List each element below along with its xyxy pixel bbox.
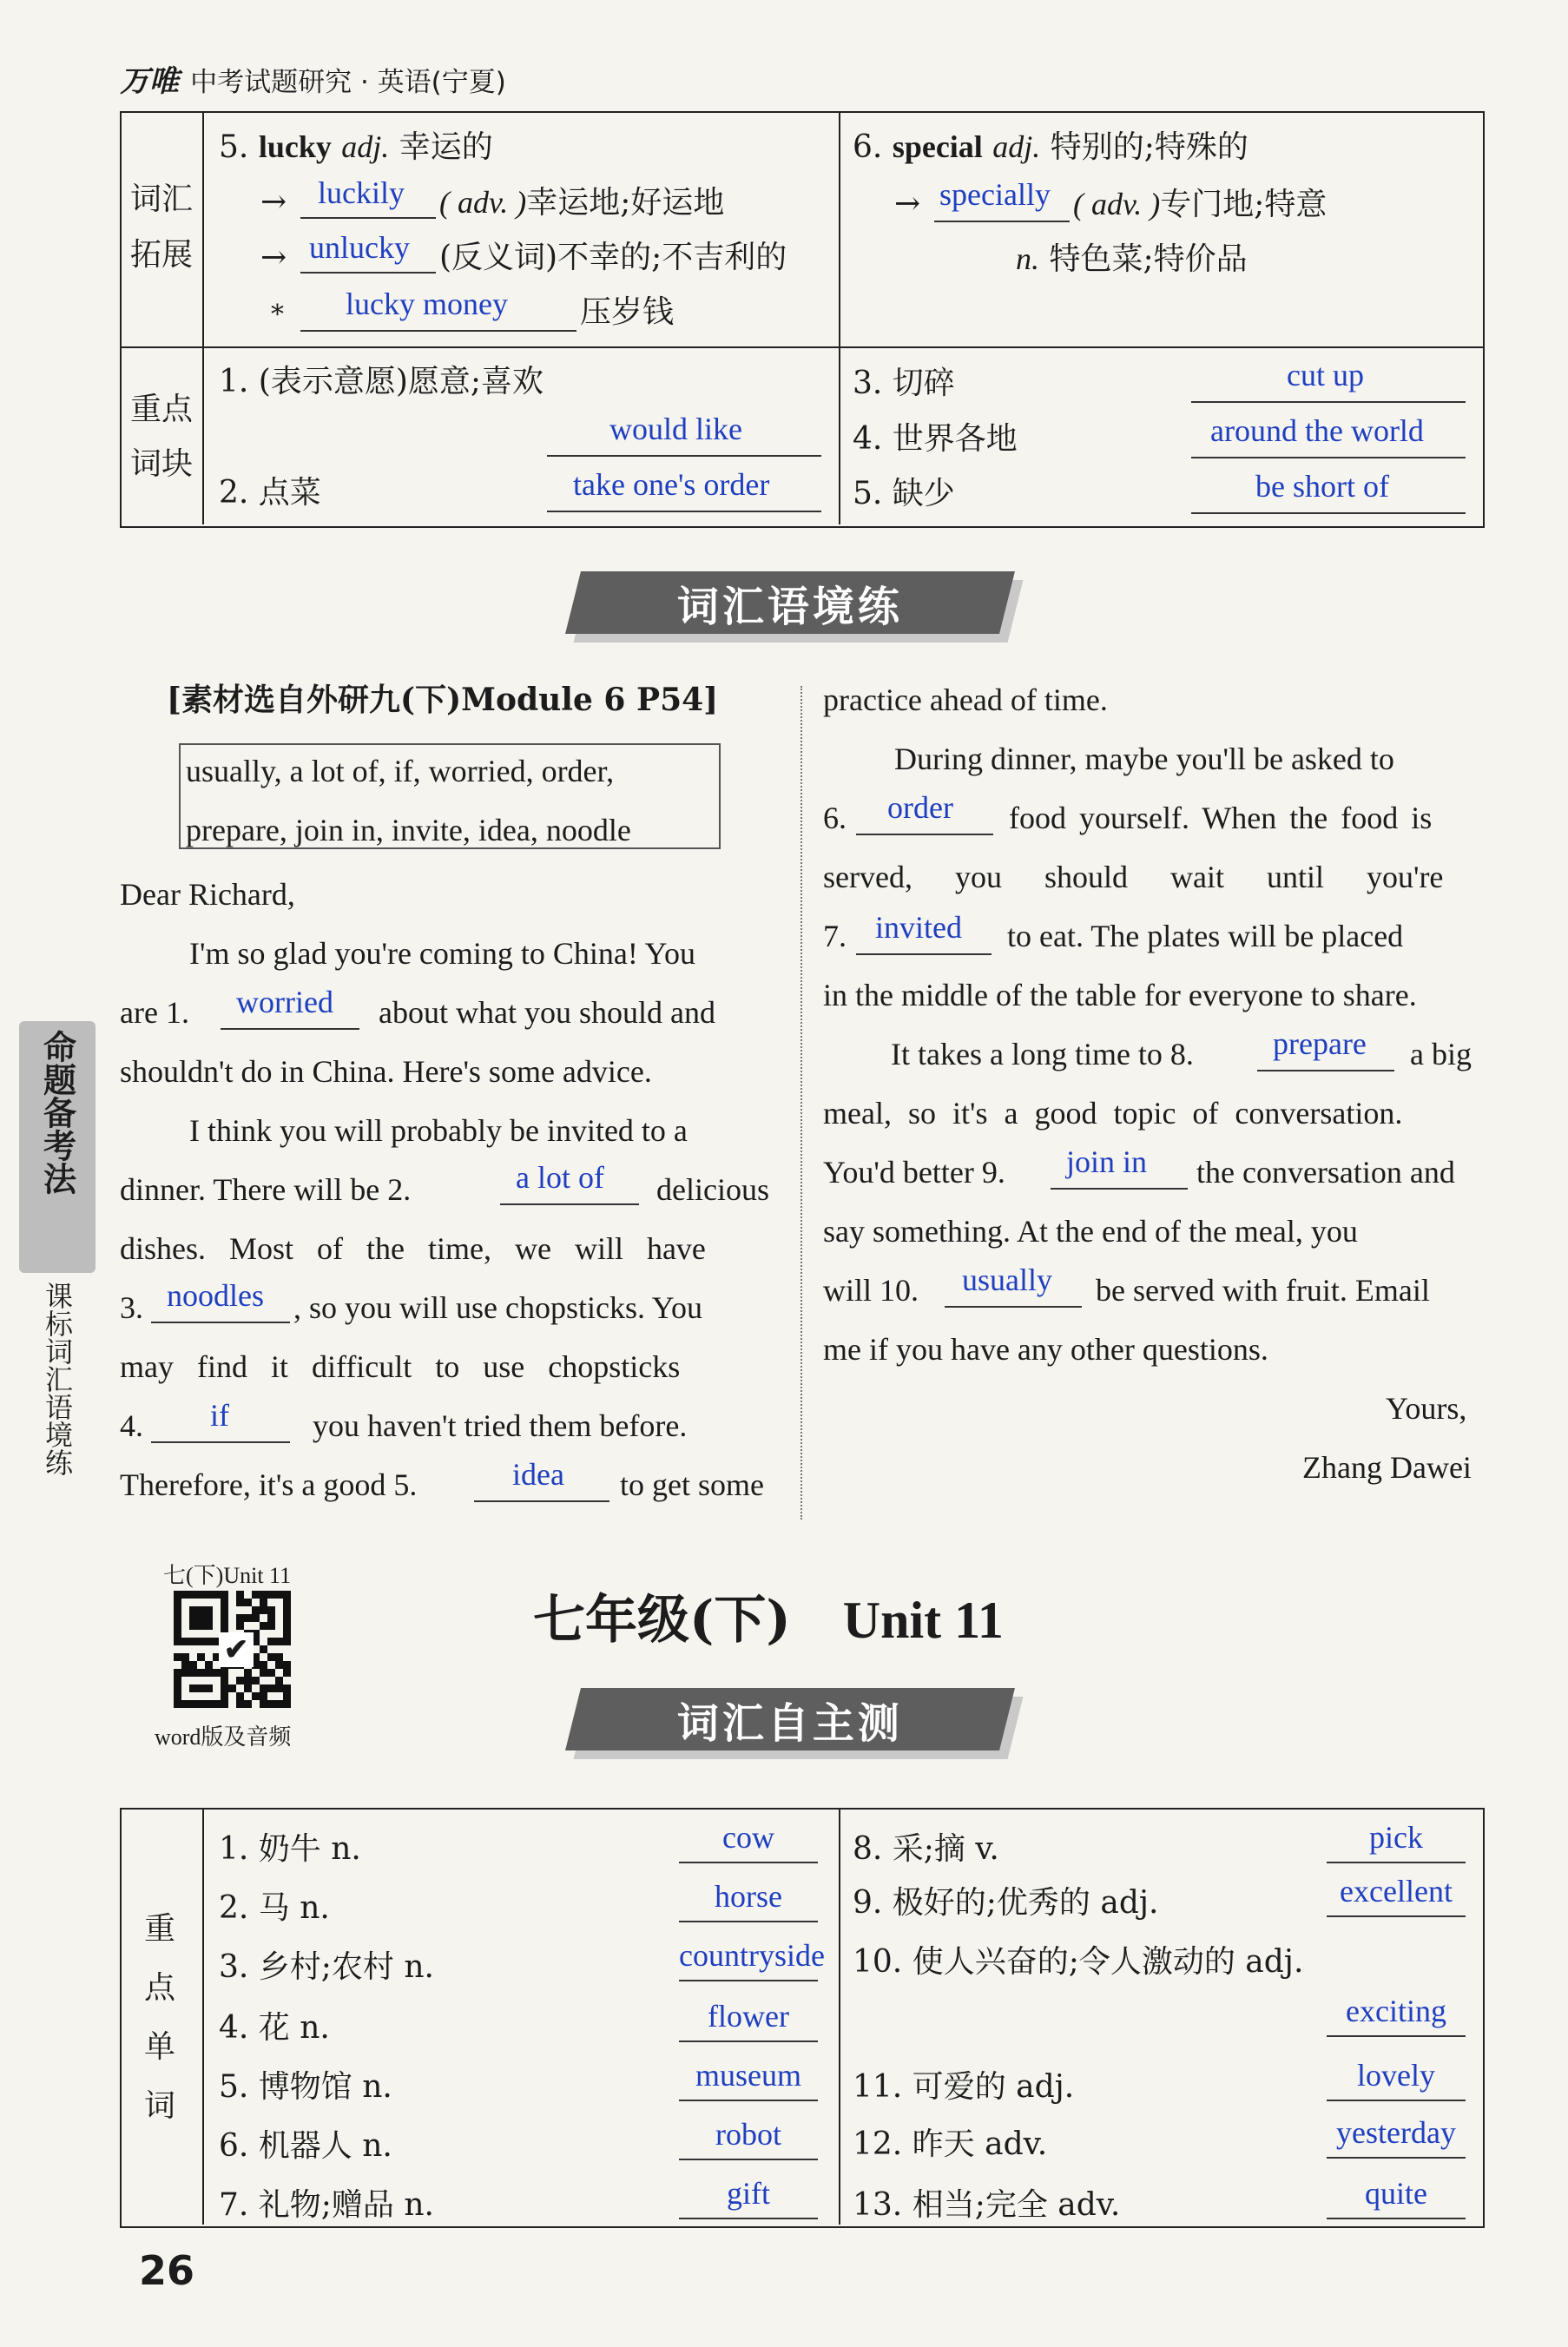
answer-lucky-money: lucky money bbox=[346, 287, 508, 321]
section-ribbon-self-test: 词汇自主测 bbox=[565, 1688, 1015, 1750]
header bbox=[120, 57, 506, 100]
ext-label-1: 词汇 bbox=[130, 181, 194, 217]
vocab-question: 1. 奶牛 n. bbox=[219, 1831, 361, 1867]
luckily-row: → bbox=[260, 184, 287, 220]
vocab-answer: yesterday bbox=[1336, 2115, 1456, 2150]
vocab-answer: exciting bbox=[1346, 1994, 1446, 2028]
answer-5: idea bbox=[512, 1457, 564, 1492]
letter-r4: served, you should wait until you're bbox=[823, 860, 1444, 894]
vocab-answer: cow bbox=[722, 1820, 774, 1855]
vocab-item bbox=[219, 1881, 827, 1933]
vocab-item bbox=[219, 2119, 827, 2171]
vocab-item bbox=[853, 1935, 1471, 2028]
vocab-item bbox=[853, 2117, 1471, 2169]
vocab-answer: countryside bbox=[679, 1938, 825, 1973]
money-meaning: 压岁钱 bbox=[580, 294, 675, 330]
letter-l5a: dinner. There will be 2. bbox=[120, 1172, 412, 1207]
letter-r2: During dinner, maybe you'll be asked to bbox=[894, 742, 1394, 776]
letter-r3b: food yourself. When the food is bbox=[1009, 801, 1433, 835]
vocab-item bbox=[219, 2178, 827, 2230]
luckily-meaning: ( adv. )幸运地;好运地 bbox=[439, 185, 725, 221]
letter-r5a: 7. bbox=[823, 919, 847, 953]
lucky-entry: 5. lucky adj. 幸运的 bbox=[219, 129, 493, 165]
letter-r11b: be served with fruit. Email bbox=[1096, 1273, 1430, 1308]
vocab-answer: pick bbox=[1369, 1820, 1423, 1855]
letter-greeting: Dear Richard, bbox=[120, 877, 295, 912]
letter-r11a: will 10. bbox=[823, 1273, 919, 1308]
vocab-answer: robot bbox=[715, 2117, 781, 2152]
answer-short-of: be short of bbox=[1255, 469, 1389, 504]
letter-r1: practice ahead of time. bbox=[823, 682, 1108, 717]
letter-l5b: delicious bbox=[656, 1172, 769, 1207]
vocab-answer: gift bbox=[727, 2176, 770, 2211]
answer-unlucky: unlucky bbox=[309, 230, 410, 265]
letter-r8: meal, so it's a good topic of conversation. bbox=[823, 1096, 1403, 1131]
vocab-question: 9. 极好的;优秀的 adj. bbox=[853, 1885, 1159, 1921]
letter-r7b: a big bbox=[1410, 1037, 1472, 1071]
letter-r6: in the middle of the table for everyone to share. bbox=[823, 978, 1417, 1012]
qr-caption-bottom: word版及音频 bbox=[155, 1724, 292, 1750]
vocab-question: 4. 花 n. bbox=[219, 2010, 330, 2046]
answer-around-world: around the world bbox=[1210, 413, 1424, 448]
column-divider bbox=[800, 686, 802, 1520]
vocab-answer: horse bbox=[715, 1879, 782, 1914]
answer-would-like: would like bbox=[609, 412, 742, 446]
side-tab-sub: 课标词汇语境练 bbox=[41, 1282, 74, 1476]
vocab-item bbox=[853, 1822, 1471, 1874]
vocab-question: 7. 礼物;赠品 n. bbox=[219, 2187, 434, 2223]
vocab-question: 6. 机器人 n. bbox=[219, 2128, 392, 2164]
letter-r7a: It takes a long time to 8. bbox=[891, 1037, 1194, 1071]
vocab-question: 10. 使人兴奋的;令人激动的 adj. bbox=[853, 1944, 1304, 1980]
letter-l4: I think you will probably be invited to a bbox=[189, 1113, 688, 1148]
vocab-answer: quite bbox=[1365, 2176, 1427, 2211]
unlucky-arrow: → bbox=[260, 240, 287, 275]
answer-specially: specially bbox=[939, 177, 1051, 212]
letter-l1: I'm so glad you're coming to China! You bbox=[189, 936, 695, 971]
answer-10: usually bbox=[962, 1263, 1052, 1297]
ext-label-2: 拓展 bbox=[130, 237, 194, 273]
special-noun: n. 特色菜;特价品 bbox=[1016, 241, 1248, 277]
specially-arrow: → bbox=[894, 186, 921, 221]
letter-closing: Yours, bbox=[1386, 1391, 1467, 1426]
letter-l8: may find it difficult to use chopsticks bbox=[120, 1349, 681, 1384]
letter-r5b: to eat. The plates will be placed bbox=[1007, 919, 1404, 953]
letter-l2a: are 1. bbox=[120, 995, 189, 1030]
letter-l7b: , so you will use chopsticks. You bbox=[293, 1290, 703, 1325]
phrase-2: 2. 点菜 bbox=[219, 475, 321, 511]
vocab-question: 11. 可爱的 adj. bbox=[853, 2069, 1075, 2105]
unlucky-note: (反义词)不幸的;不吉利的 bbox=[439, 240, 787, 275]
answer-7: invited bbox=[875, 910, 962, 945]
word-bank: usually, a lot of, if, worried, order, prepare, join in, invite, idea, noodle bbox=[179, 743, 721, 849]
key-label-2: 词块 bbox=[130, 446, 194, 482]
letter-l6: dishes. Most of the time, we will have bbox=[120, 1231, 706, 1266]
vocab-answer: lovely bbox=[1357, 2058, 1435, 2093]
qr-caption-top: 七(下)Unit 11 bbox=[163, 1563, 292, 1588]
vocab-question: 12. 昨天 adv. bbox=[853, 2126, 1048, 2162]
letter-l9a: 4. bbox=[120, 1408, 143, 1443]
letter-l2b: about what you should and bbox=[379, 995, 715, 1030]
vocab-item bbox=[219, 2001, 827, 2053]
top-table bbox=[120, 111, 1485, 528]
vocab-item bbox=[219, 2060, 827, 2112]
letter-l9b: you haven't tried them before. bbox=[313, 1408, 688, 1443]
vocab-question: 8. 采;摘 v. bbox=[853, 1831, 999, 1867]
letter-r12: me if you have any other questions. bbox=[823, 1332, 1268, 1367]
qr-check-icon: ✔ bbox=[219, 1632, 254, 1667]
phrase-4: 4. 世界各地 bbox=[853, 421, 1018, 457]
vocab-answer: museum bbox=[695, 2058, 801, 2093]
page-number: 26 bbox=[139, 2247, 195, 2294]
vocab-item bbox=[853, 2060, 1471, 2112]
section-ribbon-context: 词汇语境练 bbox=[565, 571, 1015, 634]
answer-cut-up: cut up bbox=[1287, 358, 1364, 392]
letter-l7a: 3. bbox=[120, 1290, 143, 1325]
brand-logo: 万唯 bbox=[120, 64, 179, 99]
vocab-answer: excellent bbox=[1340, 1874, 1453, 1909]
special-entry: 6. special adj. 特别的;特殊的 bbox=[853, 129, 1248, 165]
answer-2: a lot of bbox=[516, 1160, 604, 1195]
answer-9: join in bbox=[1066, 1144, 1148, 1179]
side-tab-sub-wrap bbox=[19, 1282, 96, 1516]
letter-r9a: You'd better 9. bbox=[823, 1155, 1005, 1190]
vocab-item bbox=[853, 1876, 1471, 1928]
vocab-question: 5. 博物馆 n. bbox=[219, 2069, 392, 2105]
answer-8: prepare bbox=[1273, 1026, 1367, 1061]
specially-meaning: ( adv. )专门地;特意 bbox=[1073, 187, 1328, 222]
letter-r9b: the conversation and bbox=[1196, 1155, 1455, 1190]
answer-3: noodles bbox=[167, 1278, 264, 1313]
vocab-answer: flower bbox=[708, 1999, 789, 2034]
vocab-item bbox=[853, 2178, 1471, 2230]
unit-heading: 七年级(下) Unit 11 bbox=[533, 1590, 1004, 1651]
vocab-question: 2. 马 n. bbox=[219, 1890, 330, 1926]
vocab-question: 3. 乡村;农村 n. bbox=[219, 1949, 434, 1985]
answer-1: worried bbox=[236, 985, 333, 1019]
phrase-1: 1. (表示意愿)愿意;喜欢 bbox=[219, 364, 544, 399]
side-tab-main: 命题备考法 bbox=[37, 1030, 76, 1195]
answer-4: if bbox=[210, 1398, 229, 1433]
letter-l3: shouldn't do in China. Here's some advice. bbox=[120, 1054, 652, 1089]
letter-r3a: 6. bbox=[823, 801, 847, 835]
letter-signature: Zhang Dawei bbox=[1302, 1450, 1472, 1485]
phrase-3: 3. 切碎 bbox=[853, 366, 955, 401]
source-note: [素材选自外研九(下)Module 6 P54] bbox=[167, 682, 719, 718]
key-label-1: 重点 bbox=[130, 392, 194, 427]
vocab-item bbox=[219, 1822, 827, 1874]
letter-l10a: Therefore, it's a good 5. bbox=[120, 1467, 418, 1502]
letter-r10: say something. At the end of the meal, you bbox=[823, 1214, 1358, 1249]
side-tab bbox=[19, 1021, 96, 1273]
vocab-question: 13. 相当;完全 adv. bbox=[853, 2187, 1121, 2223]
answer-6: order bbox=[887, 790, 953, 825]
answer-take-order: take one's order bbox=[573, 467, 770, 502]
star-mark: * bbox=[271, 300, 284, 330]
letter-l10b: to get some bbox=[620, 1467, 764, 1502]
answer-luckily: luckily bbox=[318, 175, 405, 210]
phrase-5: 5. 缺少 bbox=[853, 476, 955, 511]
vocab-label: 重 点 单 词 bbox=[144, 1911, 176, 2124]
vocab-item bbox=[219, 1940, 827, 1992]
header-title: 中考试题研究 · 英语(宁夏) bbox=[190, 67, 506, 98]
